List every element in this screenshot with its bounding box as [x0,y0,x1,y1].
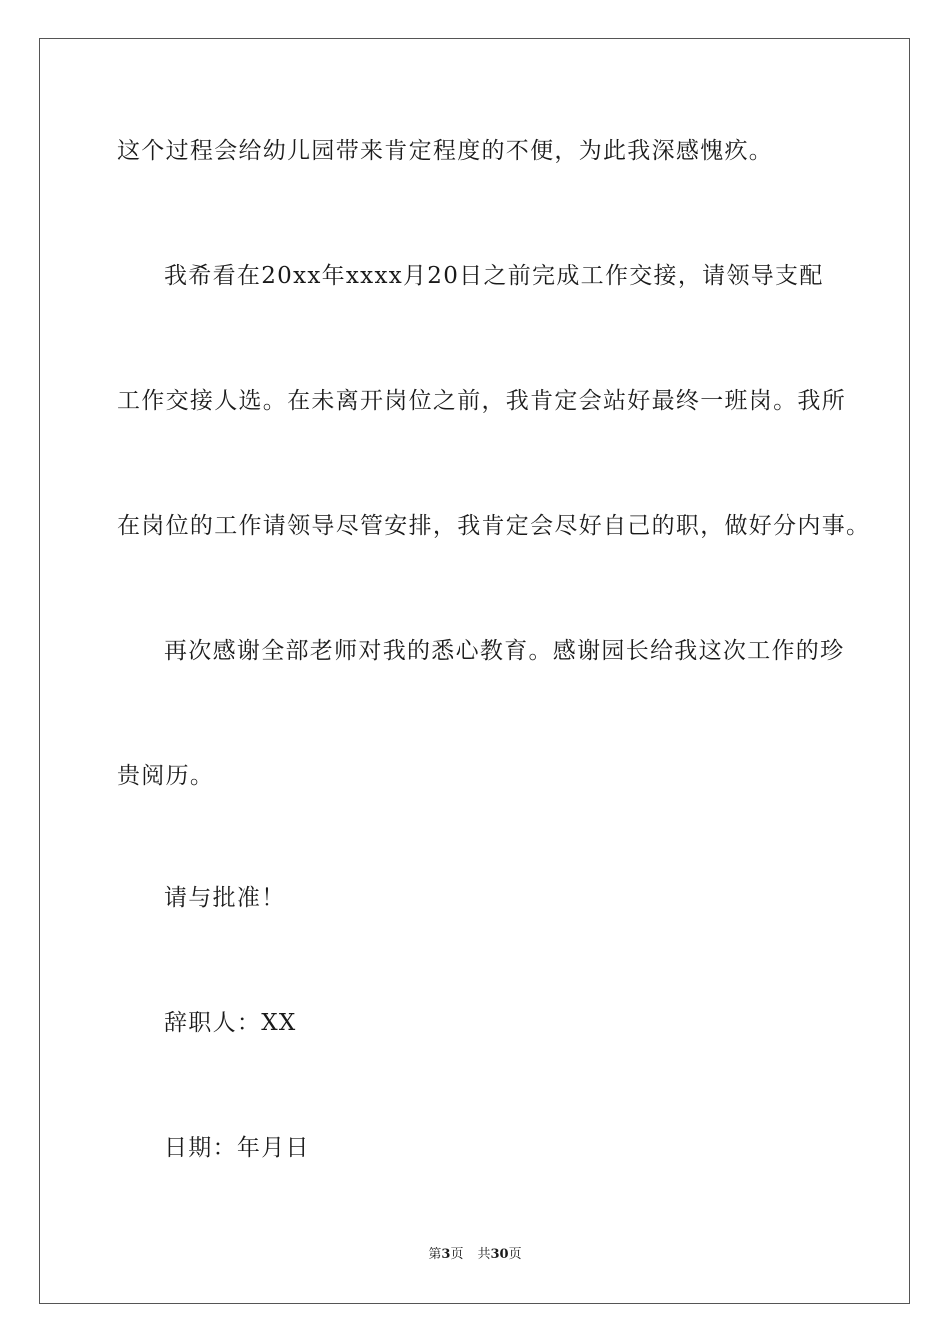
page-border [39,38,910,1304]
body-line-1: 这个过程会给幼儿园带来肯定程度的不便，为此我深感愧疚。 [117,138,774,164]
footer-total-pages: 30 [490,1247,509,1262]
footer-total-suffix: 页 [508,1247,522,1262]
date-line: 日期：年月日 [164,1135,310,1161]
body-line-4: 在岗位的工作请领导尽管安排，我肯定会尽好自己的职，做好分内事。 [117,513,871,539]
footer-page-prefix: 第 [428,1247,442,1262]
footer-total-prefix: 共 [477,1247,491,1262]
page-footer [0,1246,950,1264]
footer-page-suffix: 页 [450,1247,464,1262]
body-line-3: 工作交接人选。在未离开岗位之前，我肯定会站好最终一班岗。我所 [117,388,846,414]
footer-page-number: 3 [441,1247,451,1262]
body-line-6: 贵阅历。 [117,763,215,789]
signature-line: 辞职人：XX [164,1010,297,1036]
body-line-2: 我希看在20xx年xxxx月20日之前完成工作交接，请领导支配 [164,263,824,289]
body-line-5: 再次感谢全部老师对我的悉心教育。感谢园长给我这次工作的珍 [164,638,845,664]
closing-request: 请与批准！ [164,885,286,911]
